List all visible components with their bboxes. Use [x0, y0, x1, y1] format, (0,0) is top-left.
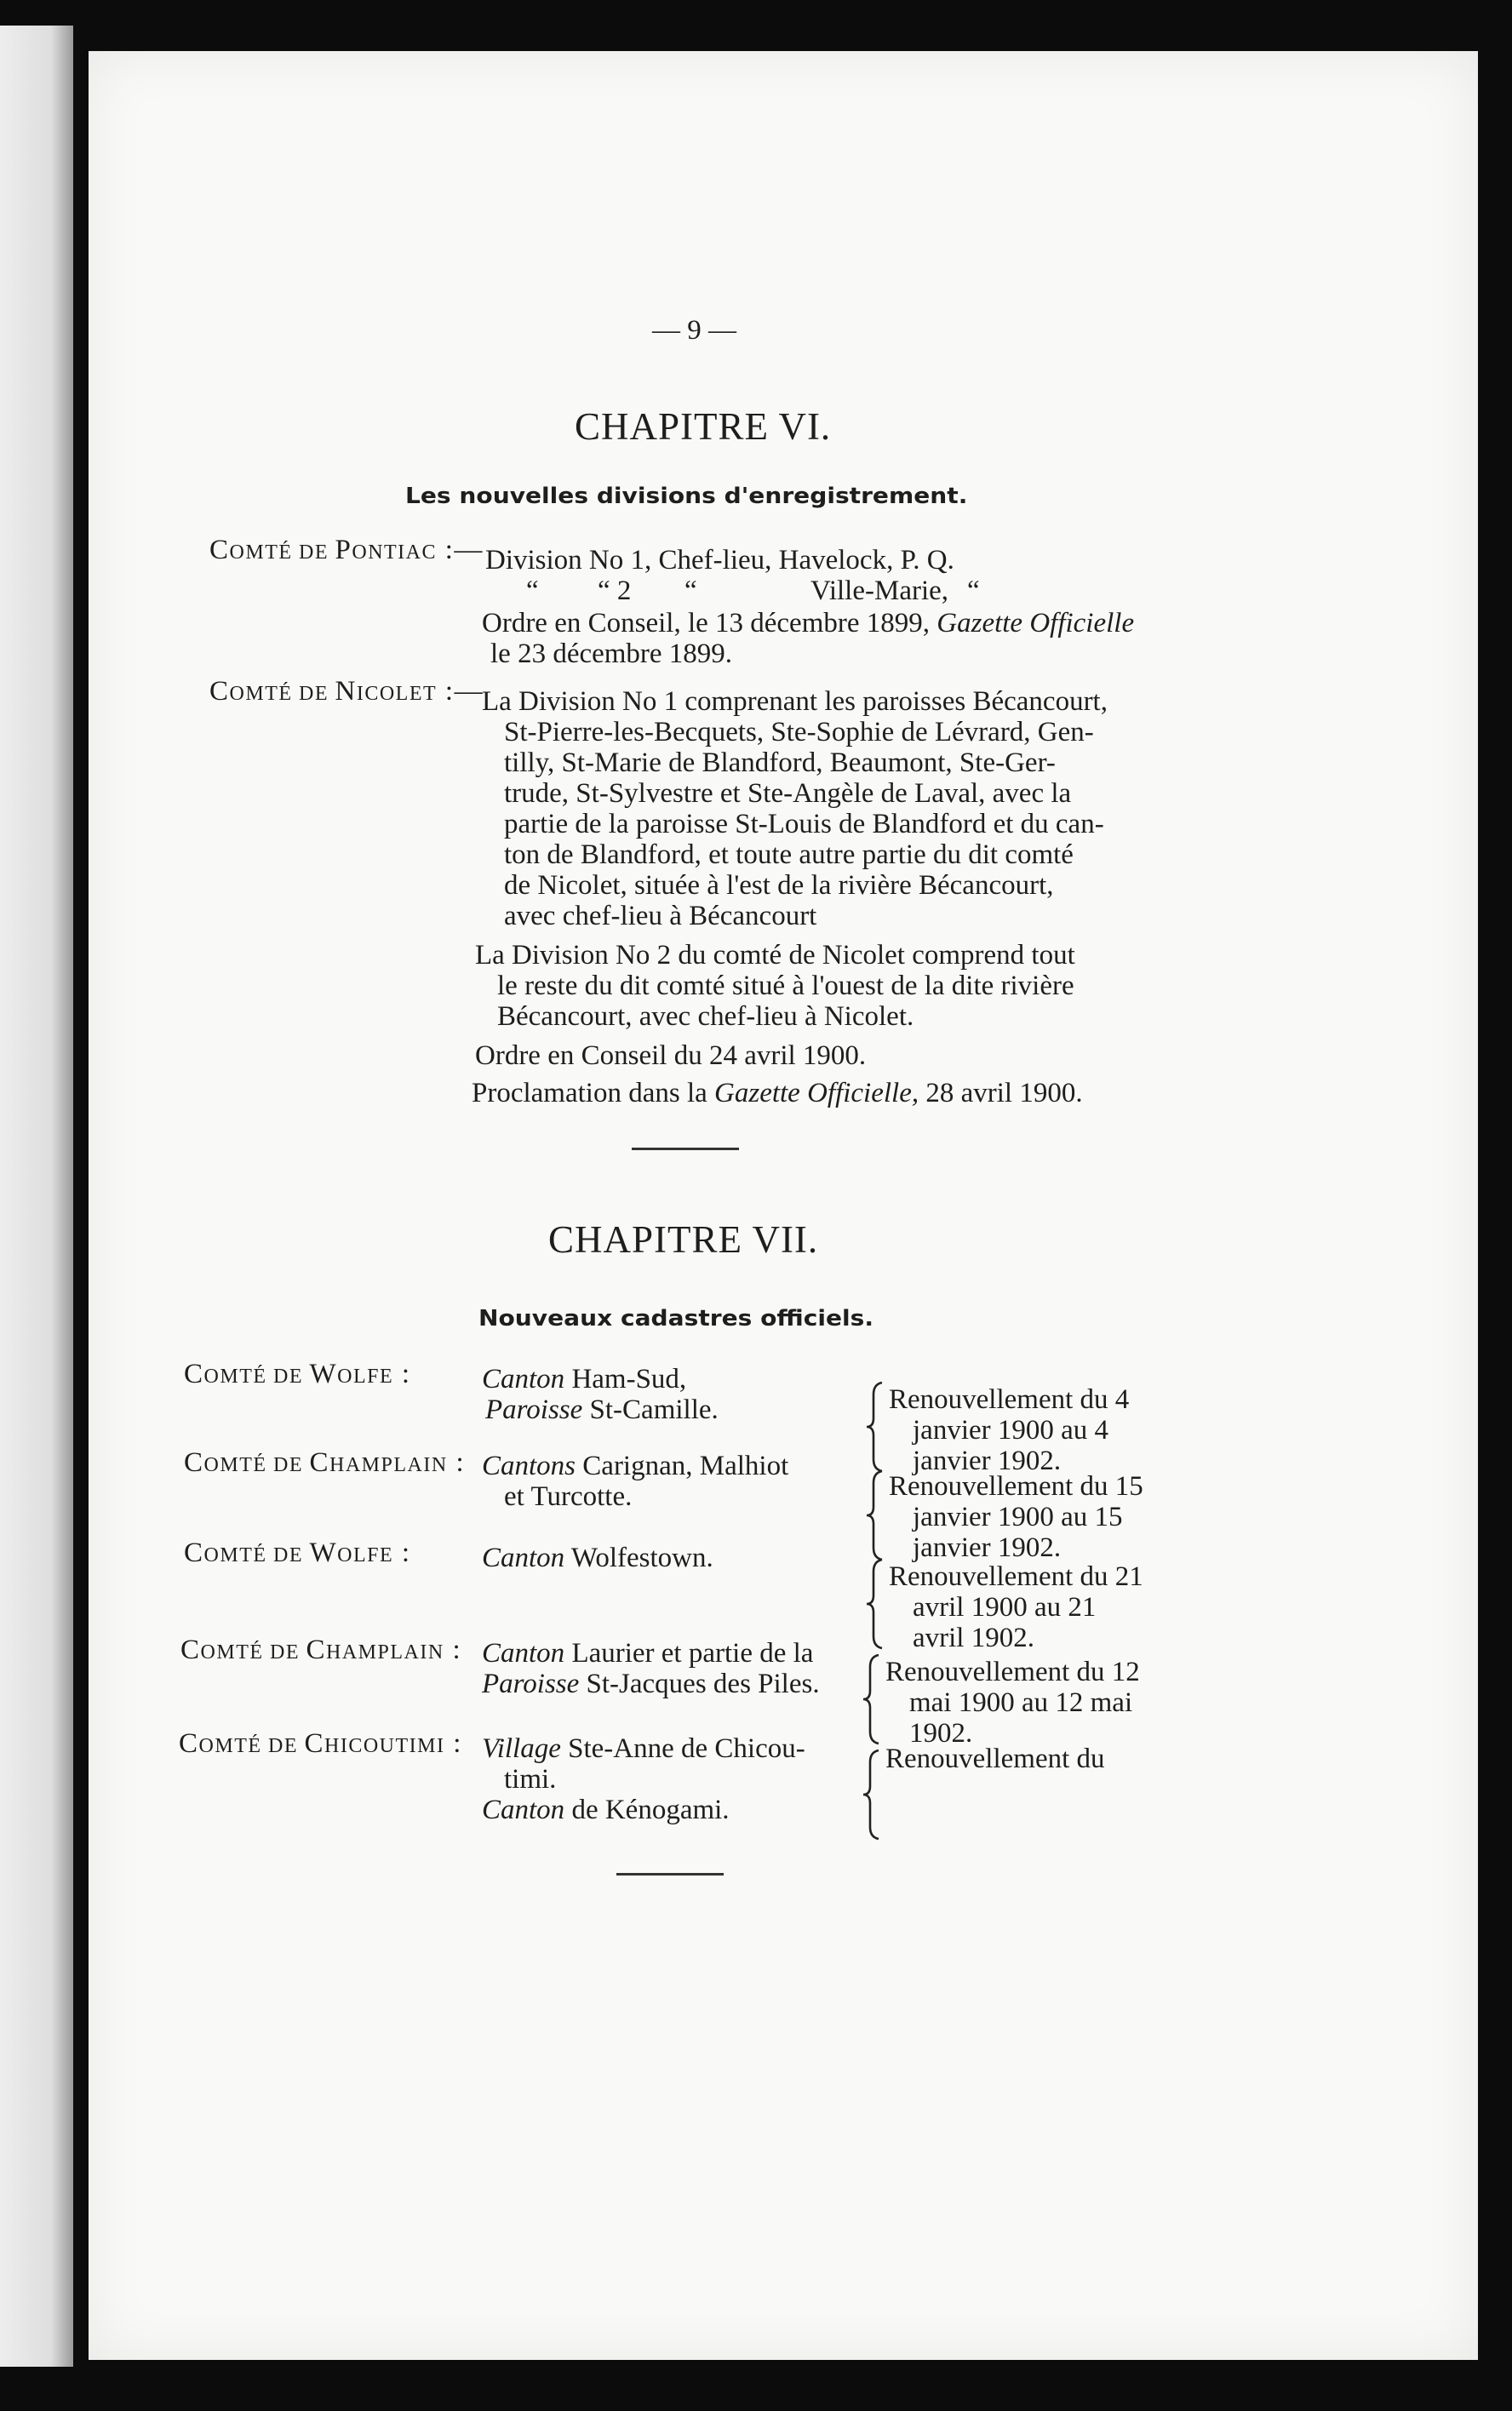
nicolet-division-2-line: le reste du dit comté situé à l'ouest de la dite rivière	[497, 971, 1074, 1001]
nicolet-division-1-line: La Division No 1 comprenant les paroisses Bécancourt,	[482, 686, 1108, 717]
nicolet-division-1-line: avec chef-lieu à Bécancourt	[504, 901, 817, 931]
county-nicolet-label: COMTÉ DE NICOLET :—	[209, 676, 484, 707]
renewal-line: mai 1900 au 12 mai	[909, 1687, 1133, 1718]
renewal-line: janvier 1902.	[913, 1532, 1062, 1563]
nicolet-division-2-line: Bécancourt, avec chef-lieu à Nicolet.	[497, 1001, 914, 1032]
curly-brace	[863, 1469, 889, 1561]
nicolet-proclamation: Proclamation dans la Gazette Officielle, 28 avril 1900.	[472, 1078, 1083, 1108]
pontiac-order-line: Ordre en Conseil, le 13 décembre 1899, Gazette Officielle	[482, 608, 1135, 639]
page-number: — 9 —	[652, 315, 736, 346]
county-label: COMTÉ DE WOLFE :	[184, 1359, 411, 1389]
nicolet-division-1-line: trude, St-Sylvestre et Ste-Angèle de Laval, avec la	[504, 778, 1072, 809]
nicolet-division-1-line: de Nicolet, située à l'est de la rivière Bécancourt,	[504, 870, 1054, 901]
renewal-line: avril 1902.	[913, 1623, 1034, 1653]
place-line: Paroisse St-Jacques des Piles.	[482, 1669, 820, 1699]
pontiac-division-2-seat: Ville-Marie,	[810, 576, 949, 606]
ditto-mark: “	[526, 576, 539, 606]
nicolet-division-1-line: partie de la paroisse St-Louis de Blandford et du can-	[504, 809, 1104, 839]
renewal-line: Renouvellement du 4	[889, 1384, 1130, 1415]
chapter-vi-subtitle: Les nouvelles divisions d'enregistrement.	[405, 484, 968, 509]
county-label: COMTÉ DE CHAMPLAIN :	[184, 1447, 466, 1478]
pontiac-division-1: Division No 1, Chef-lieu, Havelock, P. Q.	[485, 545, 954, 576]
curly-brace	[863, 1558, 889, 1650]
place-line: Cantons Carignan, Malhiot	[482, 1451, 789, 1481]
chapter-vi-title: CHAPITRE VI.	[575, 405, 832, 448]
curly-brace	[860, 1653, 885, 1745]
place-line: Paroisse St-Camille.	[485, 1394, 719, 1425]
place-line: Canton Ham-Sud,	[482, 1364, 687, 1394]
nicolet-division-1-line: St-Pierre-les-Becquets, Ste-Sophie de Lévrard, Gen-	[504, 717, 1094, 747]
nicolet-division-2-line: La Division No 2 du comté de Nicolet comprend tout	[475, 940, 1075, 971]
renewal-line: Renouvellement du 15	[889, 1471, 1143, 1502]
renewal-line: avril 1900 au 21	[913, 1592, 1097, 1623]
place-line: Canton de Kénogami.	[482, 1795, 730, 1825]
nicolet-order: Ordre en Conseil du 24 avril 1900.	[475, 1040, 867, 1071]
book-page	[89, 51, 1478, 2360]
chapter-vii-title: CHAPITRE VII.	[548, 1218, 819, 1261]
section-divider	[632, 1148, 739, 1150]
chapter-vii-subtitle: Nouveaux cadastres officiels.	[478, 1306, 874, 1331]
curly-brace	[863, 1381, 889, 1473]
place-line: Canton Wolfestown.	[482, 1543, 713, 1573]
section-divider	[616, 1873, 724, 1876]
county-label: COMTÉ DE WOLFE :	[184, 1538, 411, 1568]
place-line: timi.	[504, 1764, 557, 1795]
nicolet-division-1-line: tilly, St-Marie de Blandford, Beaumont, Ste-Ger-	[504, 747, 1056, 778]
previous-page-edge	[0, 26, 73, 2367]
renewal-line: 1902.	[909, 1718, 973, 1749]
county-pontiac-label: COMTÉ DE PONTIAC :—	[209, 535, 484, 565]
place-line: et Turcotte.	[504, 1481, 633, 1512]
nicolet-division-1-line: ton de Blandford, et toute autre partie du dit comté	[504, 839, 1074, 870]
curly-brace	[860, 1749, 885, 1841]
place-line: Village Ste-Anne de Chicou-	[482, 1733, 805, 1764]
pontiac-order-date: le 23 décembre 1899.	[490, 639, 733, 669]
county-label: COMTÉ DE CHICOUTIMI :	[179, 1728, 462, 1759]
ditto-mark: “	[684, 576, 697, 606]
place-line: Canton Laurier et partie de la	[482, 1638, 814, 1669]
ditto-mark: “	[967, 576, 980, 606]
renewal-line: Renouvellement du 12	[885, 1657, 1140, 1687]
renewal-line: janvier 1900 au 15	[913, 1502, 1123, 1532]
renewal-line: Renouvellement du	[885, 1744, 1105, 1774]
renewal-line: janvier 1902.	[913, 1446, 1062, 1476]
county-label: COMTÉ DE CHAMPLAIN :	[180, 1635, 462, 1665]
ditto-division-2: “ 2	[598, 576, 632, 606]
renewal-line: Renouvellement du 21	[889, 1561, 1143, 1592]
renewal-line: janvier 1900 au 4	[913, 1415, 1109, 1446]
